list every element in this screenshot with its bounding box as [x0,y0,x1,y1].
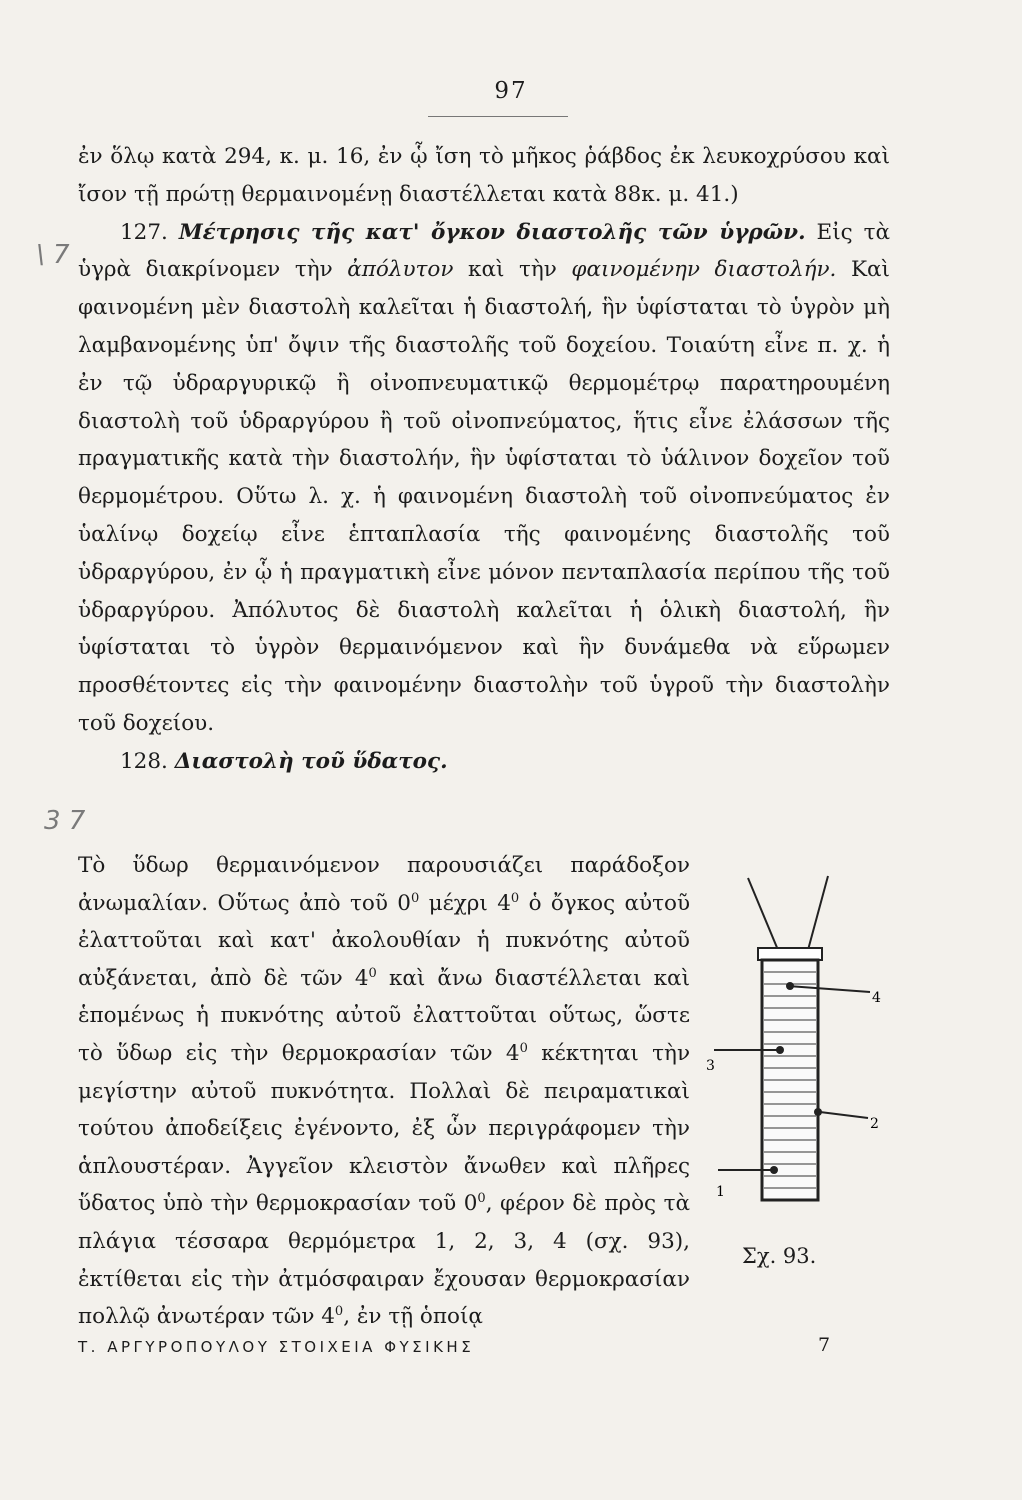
intro-paragraph: ἐν ὅλῳ κατὰ 294, κ. μ. 16, ἐν ᾧ ἴση τὸ μῆκος ῥάβδος ἐκ λευκοχρύσου καὶ ἴσον τῇ πρώτῃ θερμαινομένῃ διαστέλλεται κατὰ 88κ. μ. 41.) [78,144,890,207]
main-text [78,138,890,781]
section-127-heading: Μέτρησις τῆς κατ' ὄγκον διαστολῆς τῶν ὑγρῶν. [178,219,806,245]
thermometer-1-bulb [770,1166,778,1174]
section-128-lead: Τὸ ὕδωρ θερμαινόμενον παρουσιάζει παράδοξον ἀνωμαλίαν. Οὕτως ἀπὸ τοῦ 0 [78,853,690,916]
header-rule [428,116,568,117]
section-128-part-3: καὶ ἄνω διαστέλλεται καὶ ἑπομένως ἡ πυκνότης αὐτοῦ ἐλαττοῦται οὕτως, ὥστε τὸ ὕδωρ εἰς τὴν θερμοκρασίαν τῶν 4 [78,965,691,1066]
figure-93-vessel [700,870,890,1230]
support-wire-right [808,876,828,950]
thermometer-2-bulb [814,1108,822,1116]
term-apparent: φαινομένην διαστολήν. [571,257,837,283]
section-127-text-a: Εἰς τὰ ὑγρὰ διακρίνομεν τὴν [78,219,891,283]
vessel-lid [758,948,822,960]
section-128-text [78,847,690,1336]
section-128-part-1: μέχρι 4 [428,890,511,916]
section-128-part-6: , ἐν τῇ ὁποίᾳ [343,1304,483,1330]
section-128-number: 128. [120,748,168,774]
label-2: 2 [870,1116,879,1132]
thermometer-3-bulb [776,1046,784,1054]
section-128-part-2: ὁ ὄγκος αὐτοῦ ἐλαττοῦται καὶ κατ' ἀκολουθίαν ἡ πυκνότης αὐτοῦ αὐξάνεται, ἀπὸ δὲ τῶν 4 [78,890,691,991]
degree-mark: 0 [477,1191,486,1207]
section-128-heading-line [78,743,890,781]
margin-note-2: 3 7 [44,806,86,836]
degree-mark: 0 [368,965,377,981]
support-wire-left [748,878,778,950]
label-4: 4 [872,990,881,1006]
degree-mark: 0 [510,890,520,906]
section-127-number: 127. [120,219,168,245]
margin-note-1: \ 7 [36,240,70,270]
footer-signature-number: 7 [818,1334,831,1356]
section-128-part-5: , φέρον δὲ πρὸς τὰ πλάγια τέσσαρα θερμόμετρα 1, 2, 3, 4 (σχ. 93), ἐκτίθεται εἰς τὴν ἀτμόσφαιραν ἔχουσαν θερμοκρασίαν πολλῷ ἀνωτέραν τῶν 4 [78,1191,691,1330]
thermometer-4-bulb [786,982,794,990]
term-absolute: ἀπόλυτον [347,257,454,283]
section-128-heading: Διαστολὴ τοῦ ὕδατος. [174,748,448,774]
degree-mark: 0 [334,1303,344,1319]
section-127-body: Καὶ φαινομένη μὲν διαστολὴ καλεῖται ἡ διαστολή, ἣν ὑφίσταται τὸ ὑγρὸν μὴ λαμβανομένης ὑπ' ὄψιν τῆς διαστολῆς τοῦ δοχείου. Τοιαύτη εἶνε π. χ. ἡ ἐν τῷ ὑδραργυρικῷ ἢ οἰνοπνευματικῷ θερμομέτρῳ παρατηρουμένη διαστολὴ τοῦ ὑδραργύρου ἢ τοῦ οἰνοπνεύματος, ἥτις εἶνε ἐλάσσων τῆς πραγματικῆς κατὰ τὴν διαστολήν, ἣν ὑφίσταται τὸ ὑάλινον δοχεῖον τοῦ θερμομέτρου. Οὕτω λ. χ. ἡ φαινομένη διαστολὴ τοῦ οἰνοπνεύματος ἐν ὑαλίνῳ δοχείῳ εἶνε ἑπταπλασία τῆς φαινομένης διαστολῆς τοῦ ὑδραργύρου, ἐν ᾧ ἡ πραγματικὴ εἶνε μόνον πενταπλασία περίπου τῆς τοῦ ὑδραργύρου. Ἀπόλυτος δὲ διαστολὴ καλεῖται ἡ ὁλικὴ διαστολή, ἣν ὑφίσταται τὸ ὑγρὸν θερμαινόμενον καὶ ἣν δυνάμεθα νὰ εὕρωμεν προσθέτοντες εἰς τὴν φαινομένην διαστολὴν τοῦ ὑγροῦ τὴν διαστολὴν τοῦ δοχείου. [78,257,890,736]
degree-mark: 0 [519,1040,528,1056]
figure-caption: Σχ. 93. [742,1244,817,1268]
section-127-text-b: καὶ τὴν [468,257,557,283]
label-1: 1 [716,1184,725,1200]
page-number: 97 [494,78,528,104]
section-128-part-4: κέκτηται τὴν μεγίστην αὐτοῦ πυκνότητα. Πολλαὶ δὲ πειραματικαὶ τούτου ἀποδείξεις ἐγένοντο, ἐξ ὧν περιγράφομεν τὴν ἁπλουστέραν. Ἀγγεῖον κλειστὸν ἄνωθεν καὶ πλῆρες ὕδατος ὑπὸ τὴν θερμοκρασίαν τοῦ 0 [78,1040,691,1217]
thermometer-2 [820,1112,868,1118]
label-3: 3 [706,1058,715,1074]
footer-signature-text: Τ. ΑΡΓΥΡΟΠΟΥΛΟΥ ΣΤΟΙΧΕΙΑ ΦΥΣΙΚΗΣ [78,1338,475,1356]
section-127 [78,214,890,743]
degree-mark: 0 [410,890,420,906]
